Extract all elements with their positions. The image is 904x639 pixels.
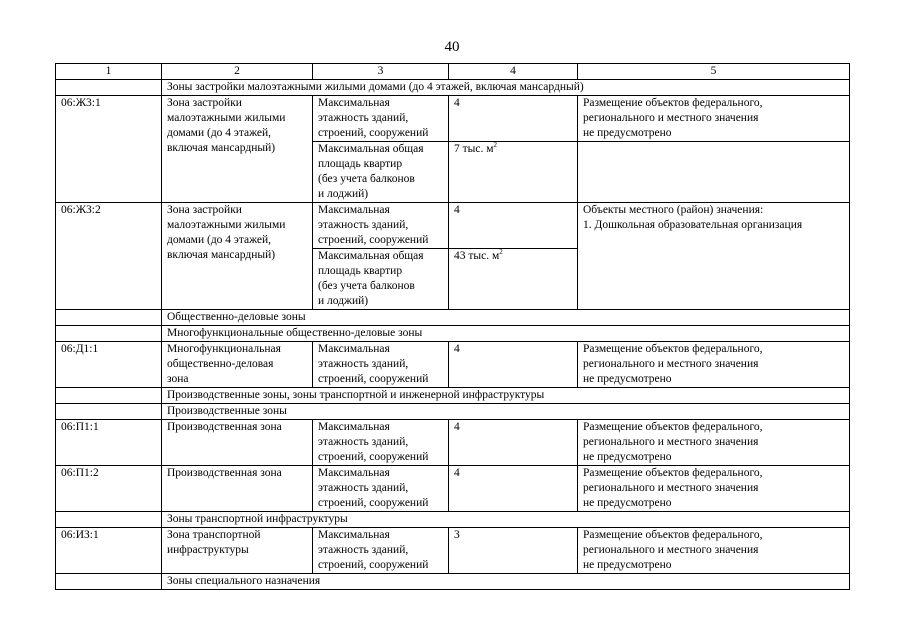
zone-name [162,466,313,512]
parameter-line: (без учета балконов [318,173,415,185]
objects-line: Размещение объектов федерального, [583,467,763,479]
zone-name-line: Производственная зона [167,467,282,479]
parameter-line: Максимальная [318,97,390,109]
parameter-line: этажность зданий, [318,219,409,231]
zone-objects [578,96,850,142]
zone-name-line: Производственная зона [167,421,282,433]
parameter-line: строений, сооружений [318,497,429,509]
section-row [56,574,850,590]
parameter-value: 4 [449,203,578,249]
zone-name-line: общественно-деловая [167,358,274,370]
zone-code: 06:Ж3:2 [56,203,162,310]
parameter-value: 3 [449,528,578,574]
zone-name-line: малоэтажными жилыми [167,219,286,231]
objects-line: регионального и местного значения [583,482,759,494]
section-row [56,310,850,326]
parameter-line: и лоджий) [318,188,369,200]
parameter-line: Максимальная [318,421,390,433]
zone-name-line: зона [167,373,189,385]
zone-name-line: включая мансардный) [167,249,276,261]
column-header: 4 [449,64,578,80]
zone-objects [578,342,850,388]
zones-table [55,63,850,590]
parameter-line: строений, сооружений [318,451,429,463]
parameter-name [313,96,449,142]
zone-name-line: Зона транспортной [167,529,261,541]
parameter-value: 4 [449,342,578,388]
area-unit-superscript: 2 [499,248,503,256]
section-title: Зоны специального назначения [162,574,850,590]
objects-line: Размещение объектов федерального, [583,97,763,109]
column-header: 1 [56,64,162,80]
parameter-name [313,142,449,203]
zone-row [56,528,850,574]
zone-name-line: Зона застройки [167,97,242,109]
zone-code: 06:Ж3:1 [56,96,162,203]
parameter-value: 4 [449,420,578,466]
zone-name-line: Многофункциональная [167,343,281,355]
zone-row [56,203,850,249]
zone-objects [578,528,850,574]
objects-line: не предусмотрено [583,373,672,385]
parameter-value: 4 [449,466,578,512]
zone-row [56,466,850,512]
objects-line: не предусмотрено [583,559,672,571]
objects-line: Размещение объектов федерального, [583,343,763,355]
parameter-line: строений, сооружений [318,127,429,139]
parameter-name [313,528,449,574]
objects-line: не предусмотрено [583,451,672,463]
parameter-line: строений, сооружений [318,373,429,385]
zone-row [56,342,850,388]
parameter-line: (без учета балконов [318,280,415,292]
zone-name-line: домами (до 4 этажей, [167,127,272,139]
parameter-line: площадь квартир [318,158,403,170]
area-unit-superscript: 2 [493,141,498,149]
parameter-name [313,249,449,310]
zone-name-line: Зона застройки [167,204,242,216]
parameter-line: площадь квартир [318,265,403,277]
area-value: 43 тыс. м [454,250,500,262]
zone-code: 06:П1:1 [56,420,162,466]
parameter-line: этажность зданий, [318,482,409,494]
parameter-name [313,420,449,466]
section-title: Общественно-деловые зоны [162,310,850,326]
section-row [56,80,850,96]
parameter-name [313,466,449,512]
zone-row [56,420,850,466]
zone-row [56,96,850,142]
objects-line: Объекты местного (район) значения: [583,204,764,216]
objects-line: 1. Дошкольная образовательная организация [583,219,803,231]
parameter-line: Максимальная [318,204,390,216]
zone-objects [578,466,850,512]
zone-objects [578,420,850,466]
objects-line: не предусмотрено [583,127,672,139]
parameter-line: строений, сооружений [318,234,429,246]
objects-line: регионального и местного значения [583,544,759,556]
zone-code: 06:ИЗ:1 [56,528,162,574]
parameter-line: этажность зданий, [318,112,409,124]
area-value: 7 тыс. м [454,143,494,155]
zone-name [162,96,313,203]
parameter-name [313,342,449,388]
objects-line: регионального и местного значения [583,112,759,124]
section-row [56,404,850,420]
zone-objects [578,203,850,310]
parameter-line: Максимальная [318,467,390,479]
zone-name-line: инфраструктуры [167,544,249,556]
page-number: 40 [444,39,460,55]
column-header: 5 [578,64,850,80]
parameter-line: Максимальная общая [318,143,424,155]
section-title: Многофункциональные общественно-деловые зоны [162,326,850,342]
parameter-line: Максимальная [318,343,390,355]
zone-name [162,342,313,388]
parameter-line: этажность зданий, [318,544,409,556]
parameter-line: и лоджий) [318,295,369,307]
zone-code: 06:П1:2 [56,466,162,512]
zone-name-line: домами (до 4 этажей, [167,234,272,246]
zone-name [162,420,313,466]
parameter-line: Максимальная [318,529,390,541]
section-row [56,326,850,342]
parameter-line: строений, сооружений [318,559,429,571]
objects-line: регионального и местного значения [583,436,759,448]
section-title: Зоны застройки малоэтажными жилыми домами (до 4 этажей, включая мансардный) [162,80,850,96]
parameter-value: 4 [449,96,578,142]
section-row [56,512,850,528]
objects-line: не предусмотрено [583,497,672,509]
zone-name-line: включая мансардный) [167,142,276,154]
zone-name-line: малоэтажными жилыми [167,112,286,124]
zone-code: 06:Д1:1 [56,342,162,388]
objects-line: Размещение объектов федерального, [583,529,763,541]
header-row [56,64,850,80]
objects-line: регионального и местного значения [583,358,759,370]
objects-line: Размещение объектов федерального, [583,421,763,433]
parameter-value [449,249,578,310]
column-header: 2 [162,64,313,80]
zone-name [162,203,313,310]
column-header: 3 [313,64,449,80]
zone-name [162,528,313,574]
parameter-line: этажность зданий, [318,436,409,448]
parameter-line: Максимальная общая [318,250,424,262]
parameter-name [313,203,449,249]
section-title: Производственные зоны [162,404,850,420]
section-row [56,388,850,404]
section-title: Производственные зоны, зоны транспортной и инженерной инфраструктуры [162,388,850,404]
parameter-line: этажность зданий, [318,358,409,370]
section-title: Зоны транспортной инфраструктуры [162,512,850,528]
parameter-value [449,142,578,203]
